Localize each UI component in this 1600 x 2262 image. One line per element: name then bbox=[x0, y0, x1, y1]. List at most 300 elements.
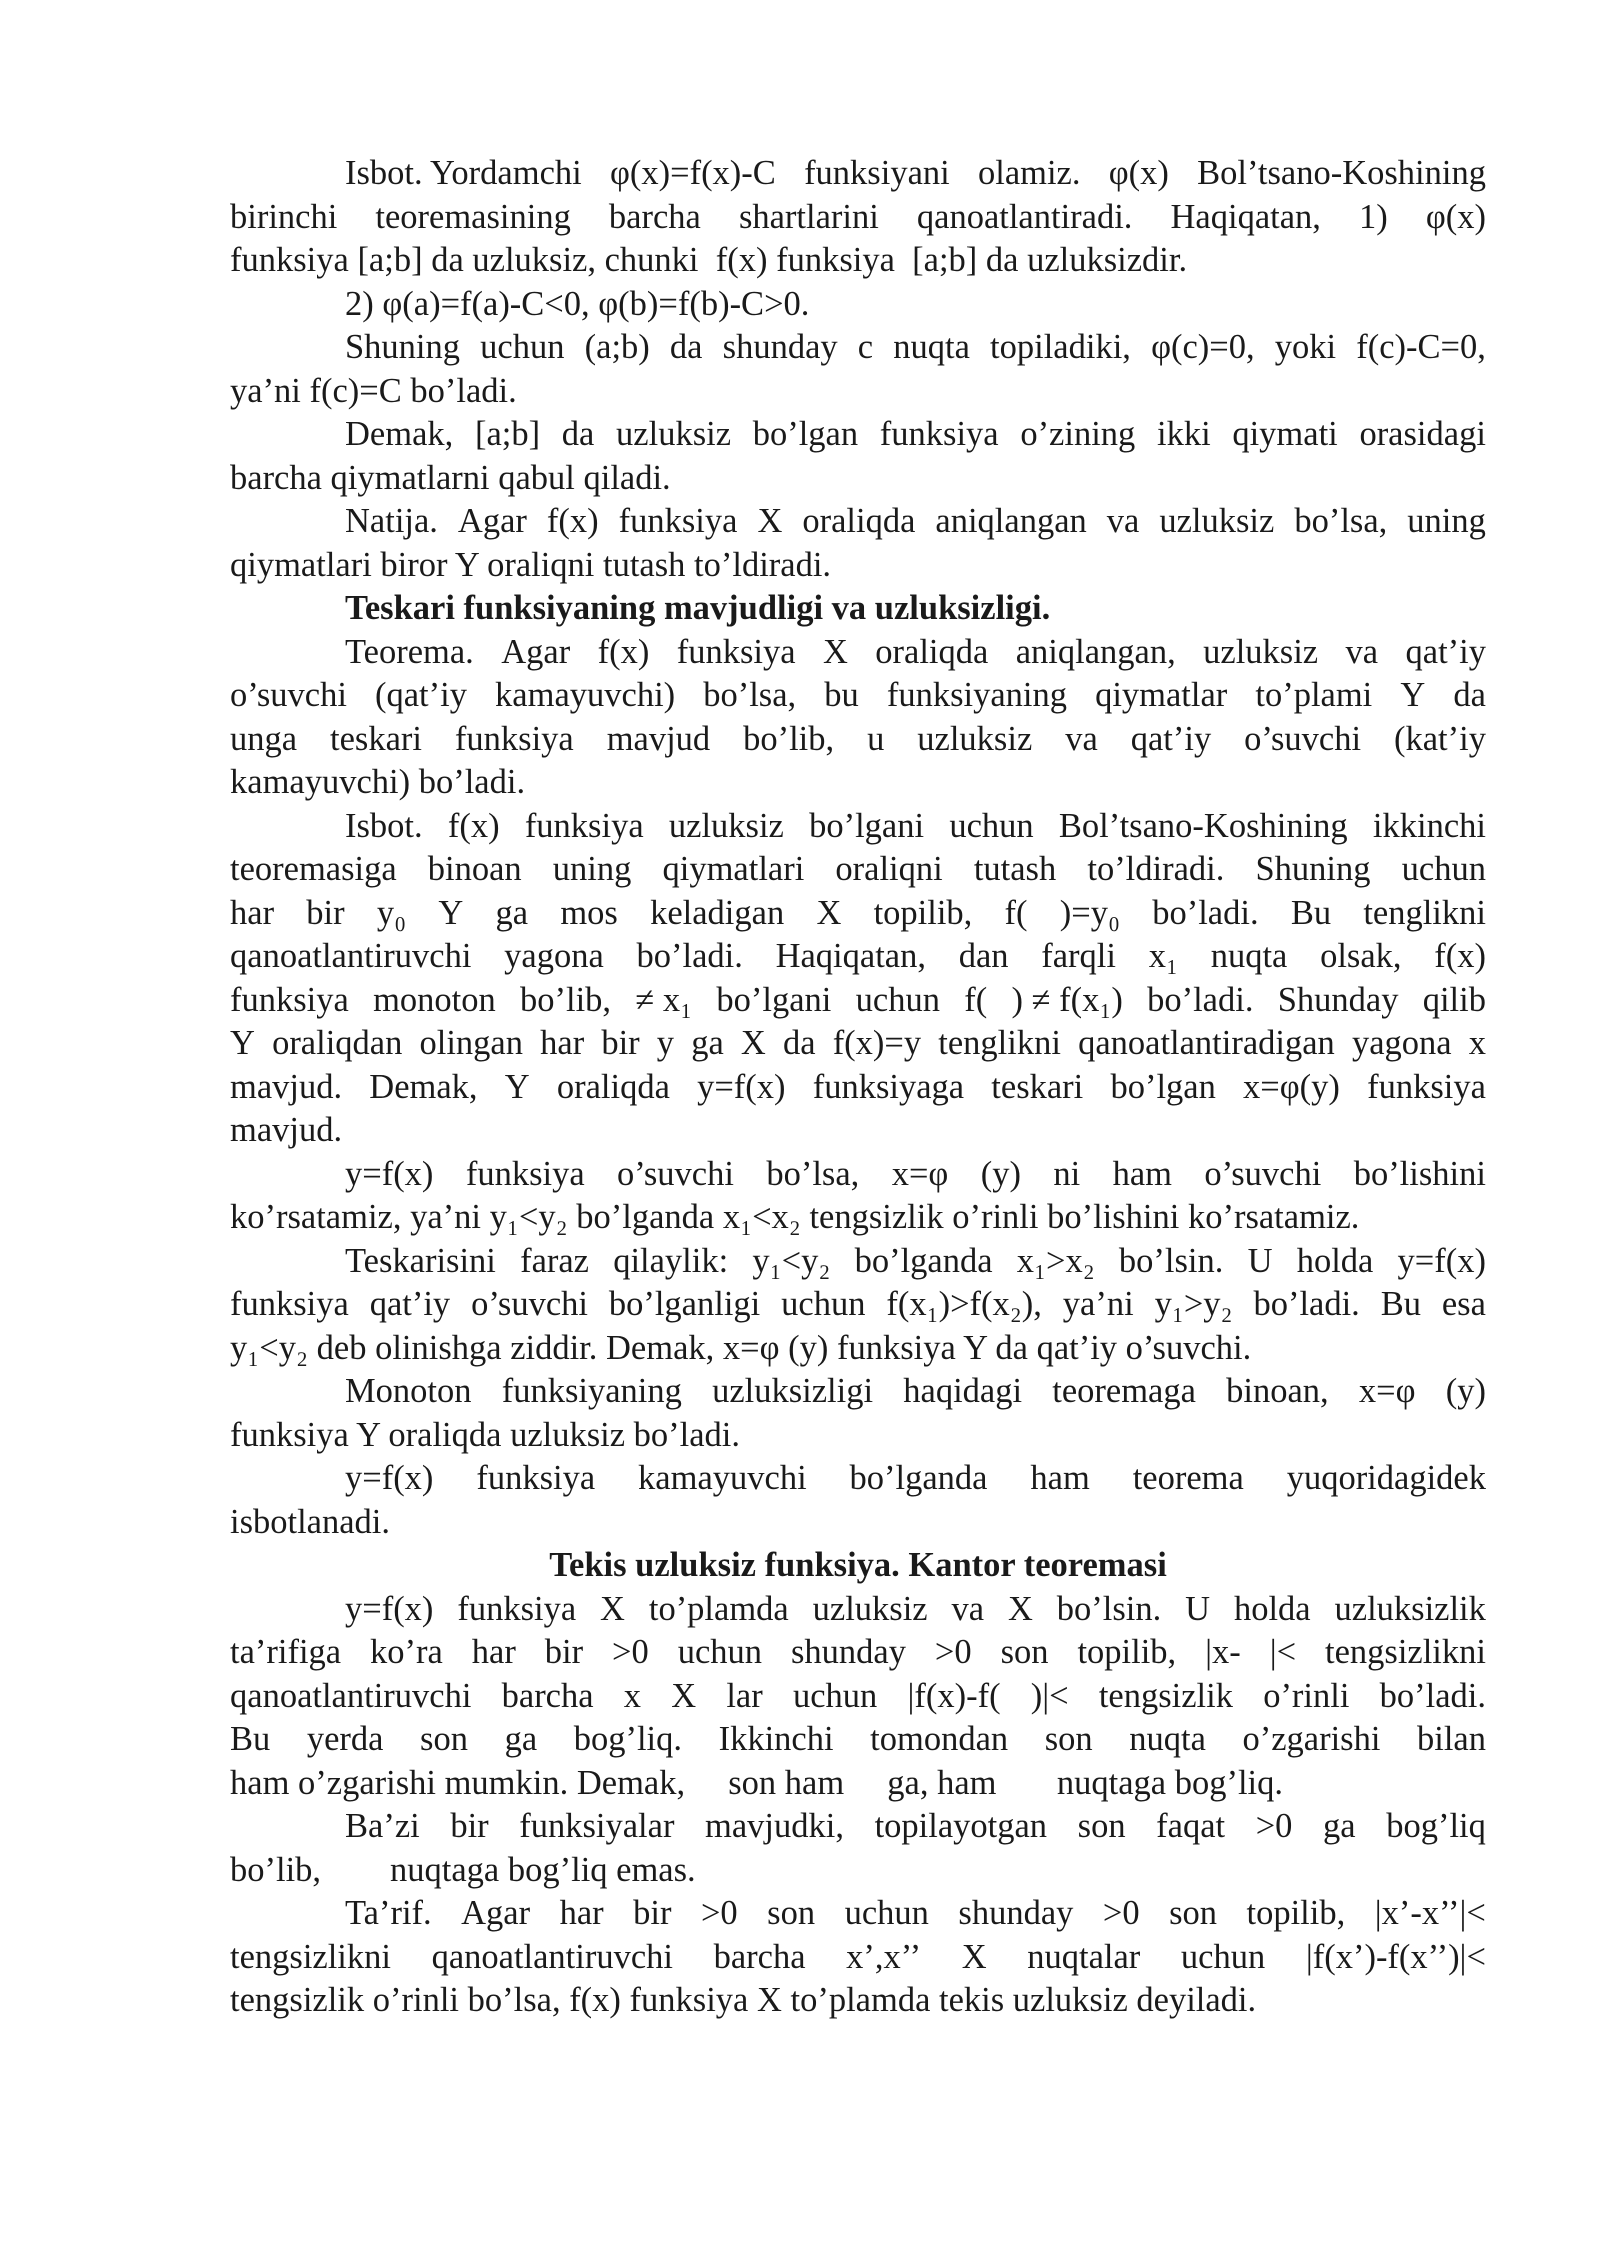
word: har bbox=[559, 1894, 604, 1932]
word: nuqta bbox=[1129, 1720, 1206, 1758]
word: bo’lsa, bbox=[1294, 502, 1388, 540]
word: haqidagi bbox=[903, 1372, 1023, 1410]
word: o’zining bbox=[1020, 415, 1136, 453]
word: topilayotgan bbox=[874, 1807, 1048, 1845]
word: φ(c)=0, bbox=[1151, 328, 1255, 366]
word: Bu bbox=[1380, 1285, 1421, 1323]
word: topilib, bbox=[1077, 1633, 1177, 1671]
text-line bbox=[230, 1805, 1486, 1849]
text-line bbox=[230, 457, 1486, 501]
word: monoton bbox=[373, 980, 496, 1019]
text-line bbox=[230, 761, 1486, 805]
word: x=φ(y) bbox=[1243, 1067, 1340, 1106]
word: X bbox=[671, 1676, 697, 1715]
word: yuqoridagidek bbox=[1286, 1459, 1486, 1497]
word: keladigan bbox=[650, 893, 785, 932]
word: unga bbox=[230, 719, 298, 758]
word: bo’lgani bbox=[809, 806, 925, 845]
text-line bbox=[230, 1066, 1486, 1110]
line-text: mavjud. bbox=[230, 1111, 343, 1149]
word: tenglikni bbox=[938, 1024, 1061, 1062]
word: |x’-x’’|< bbox=[1374, 1894, 1486, 1932]
word: topilib, bbox=[1246, 1894, 1346, 1932]
word: Shuning bbox=[1255, 850, 1371, 888]
line-text: Teskari funksiyaning mavjudligi va uzluksizligi. bbox=[345, 589, 1051, 627]
word: uzluksiz bbox=[917, 719, 1033, 758]
word: bir bbox=[450, 1807, 489, 1845]
word: f(x) bbox=[597, 632, 650, 671]
word: bo’lganligi bbox=[608, 1285, 761, 1323]
word: uchun bbox=[677, 1633, 763, 1671]
word: Isbot. bbox=[345, 806, 423, 845]
word: mos bbox=[560, 893, 618, 932]
word: faraz bbox=[520, 1241, 589, 1280]
word: uzluksiz bbox=[1203, 632, 1319, 671]
line-text: kamayuvchi) bo’ladi. bbox=[230, 763, 526, 801]
word: binoan, bbox=[1226, 1372, 1329, 1410]
word: yoki bbox=[1274, 328, 1337, 366]
word: ham bbox=[1030, 1459, 1090, 1497]
word: bo’lsa, bbox=[766, 1154, 860, 1193]
word: holda bbox=[1233, 1589, 1311, 1628]
word: to’ldiradi. bbox=[1087, 850, 1225, 888]
word: lar bbox=[726, 1676, 763, 1715]
word: Shuning bbox=[345, 328, 461, 366]
word: Y bbox=[504, 1067, 530, 1106]
word: Ikkinchi bbox=[718, 1720, 834, 1758]
text-line bbox=[230, 1979, 1486, 2023]
word: )=y₀ bbox=[1059, 893, 1120, 932]
word: x’,x’’ bbox=[846, 1937, 922, 1976]
word: )|< bbox=[1030, 1676, 1069, 1715]
word: qilib bbox=[1422, 980, 1486, 1019]
word: c bbox=[857, 328, 874, 366]
text-line bbox=[230, 1501, 1486, 1545]
word: uzluksiz bbox=[616, 415, 732, 453]
line-text: funksiya [a;b] da uzluksiz, chunki f(x) funksiya [a;b] da uzluksizdir. bbox=[230, 241, 1188, 279]
word: bo’lganda bbox=[849, 1459, 988, 1497]
word: bo’ladi. bbox=[1379, 1676, 1486, 1715]
word: Y bbox=[1400, 676, 1426, 714]
word: oraliqdan bbox=[272, 1024, 403, 1062]
word: funksiya bbox=[476, 1459, 596, 1497]
word: o’zgarishi bbox=[1242, 1720, 1381, 1758]
word: bir bbox=[306, 893, 345, 932]
word: Bu bbox=[1290, 893, 1332, 932]
word: da bbox=[669, 328, 703, 366]
word: f( bbox=[964, 980, 988, 1019]
text-line bbox=[230, 979, 1486, 1023]
word: teoremaga bbox=[1052, 1372, 1196, 1410]
word: bo’lsin. bbox=[1056, 1589, 1162, 1628]
word: topiladiki, bbox=[990, 328, 1131, 366]
text-line bbox=[230, 544, 1486, 588]
word: u bbox=[867, 719, 885, 758]
word: tutash bbox=[973, 850, 1057, 888]
word: orasidagi bbox=[1359, 415, 1486, 453]
word: uchun bbox=[781, 1285, 866, 1323]
word: nuqta bbox=[1210, 937, 1288, 975]
word: uchun bbox=[792, 1676, 878, 1715]
word: Ba’zi bbox=[345, 1807, 420, 1845]
word: |f(x)-f( bbox=[907, 1676, 1001, 1715]
word: oraliqda bbox=[556, 1067, 670, 1106]
line-text: Tekis uzluksiz funksiya. Kantor teoremasi bbox=[549, 1546, 1167, 1584]
word: f(x) bbox=[1434, 937, 1486, 975]
text-line bbox=[230, 674, 1486, 718]
word: bo’lganda bbox=[854, 1241, 993, 1280]
word: Isbot. Yordamchi bbox=[345, 154, 582, 192]
word: Agar bbox=[501, 632, 571, 671]
word: oraliqda bbox=[875, 632, 989, 671]
word: Agar bbox=[457, 502, 527, 540]
text-line bbox=[230, 1240, 1486, 1284]
word: X bbox=[1007, 1589, 1033, 1628]
word: funksiya bbox=[230, 1285, 349, 1323]
text-line bbox=[230, 1370, 1486, 1414]
word: X bbox=[757, 502, 783, 540]
word: qiymatlar bbox=[1095, 676, 1228, 714]
word: Bol’tsano-Koshining bbox=[1197, 154, 1486, 192]
word: (qat’iy bbox=[375, 676, 467, 714]
text-line bbox=[230, 1109, 1486, 1153]
text-line bbox=[230, 370, 1486, 414]
word: bo’lsin. bbox=[1118, 1241, 1224, 1280]
word: [a;b] bbox=[474, 415, 541, 453]
word: |< bbox=[1269, 1633, 1297, 1671]
word: nuqta bbox=[893, 328, 970, 366]
word: mavjud. bbox=[230, 1067, 343, 1106]
word: qiymati bbox=[1232, 415, 1338, 453]
word: va bbox=[951, 1589, 985, 1628]
word: ga bbox=[1323, 1807, 1356, 1845]
word: farqli bbox=[1041, 937, 1116, 975]
word: faqat bbox=[1156, 1807, 1226, 1845]
word: qanoatlantiruvchi bbox=[230, 937, 472, 975]
word: tengsizlikni bbox=[230, 1937, 391, 1976]
text-line bbox=[230, 805, 1486, 849]
word: olsak, bbox=[1320, 937, 1402, 975]
word: oraliqni bbox=[835, 850, 943, 888]
word: har bbox=[540, 1024, 585, 1062]
word: bo’lib, bbox=[743, 719, 835, 758]
word: bu bbox=[824, 676, 859, 714]
word: dan bbox=[958, 937, 1009, 975]
word: x₁>x₂ bbox=[1016, 1241, 1095, 1280]
word: bir bbox=[601, 1024, 640, 1062]
word: topilib, bbox=[873, 893, 973, 932]
word: da bbox=[561, 415, 595, 453]
word: U bbox=[1185, 1589, 1211, 1628]
word: birinchi bbox=[230, 197, 338, 236]
word: bo’ladi. bbox=[1147, 980, 1254, 1019]
word: bog’liq bbox=[1386, 1807, 1486, 1845]
word: Bu bbox=[230, 1720, 271, 1758]
word: yerda bbox=[306, 1720, 384, 1758]
word: Haqiqatan, bbox=[775, 937, 926, 975]
word: (kat’iy bbox=[1394, 719, 1486, 758]
word: son bbox=[420, 1720, 468, 1758]
word: bir bbox=[544, 1633, 584, 1671]
word: ya’ni bbox=[1062, 1285, 1134, 1323]
word: X bbox=[600, 1589, 625, 1628]
word: Haqiqatan, bbox=[1170, 197, 1321, 236]
word: yagona bbox=[1351, 1024, 1452, 1062]
word: funksiyaning bbox=[886, 676, 1067, 714]
word: ham bbox=[1112, 1154, 1172, 1193]
line-text: funksiya Y oraliqda uzluksiz bo’ladi. bbox=[230, 1415, 741, 1454]
word: y=f(x) bbox=[345, 1459, 434, 1497]
word: Demak, bbox=[345, 415, 454, 453]
word: qanoatlantiradi. bbox=[916, 197, 1133, 236]
word: f(x) bbox=[546, 502, 599, 540]
word: uzluksiz bbox=[812, 1589, 928, 1628]
word: har bbox=[230, 893, 275, 932]
word: qiymatlari bbox=[662, 850, 805, 888]
word: nuqtalar bbox=[1027, 1937, 1141, 1976]
word: qanoatlantiruvchi bbox=[431, 1937, 673, 1976]
word: tomondan bbox=[870, 1720, 1009, 1758]
text-line bbox=[230, 1153, 1486, 1197]
word: bo’ladi. bbox=[1152, 893, 1259, 932]
word: bo’lgani bbox=[716, 980, 832, 1019]
word: Demak, bbox=[369, 1067, 478, 1106]
word: ikki bbox=[1156, 415, 1211, 453]
document-page bbox=[230, 152, 1486, 2023]
word: o’suvchi bbox=[1204, 1154, 1322, 1193]
word: y=f(x) bbox=[697, 1067, 786, 1106]
text-line bbox=[230, 848, 1486, 892]
word: Monoton bbox=[345, 1372, 472, 1410]
word: uchun bbox=[1180, 1937, 1266, 1976]
word: f(x) bbox=[447, 806, 500, 845]
word: uchun bbox=[949, 806, 1034, 845]
word: Bol’tsano-Koshining bbox=[1058, 806, 1348, 845]
word: >0 bbox=[934, 1633, 972, 1671]
line-text: 2) φ(a)=f(a)-C<0, φ(b)=f(b)-C>0. bbox=[345, 284, 810, 323]
word: ≠ x₁ bbox=[635, 980, 693, 1019]
word: y₁>y₂ bbox=[1154, 1285, 1233, 1323]
word: bo’ladi. bbox=[636, 937, 743, 975]
word: qat’iy bbox=[1130, 719, 1212, 758]
word: funksiyaga bbox=[812, 1067, 965, 1106]
word: bog’liq. bbox=[573, 1720, 683, 1758]
word: |x- bbox=[1205, 1633, 1241, 1671]
word: funksiya bbox=[879, 415, 999, 453]
word: ikkinchi bbox=[1372, 806, 1486, 845]
word: f(x₁)>f(x₂), bbox=[886, 1285, 1042, 1323]
text-line bbox=[230, 631, 1486, 675]
word: funksiya bbox=[618, 502, 738, 540]
word: X bbox=[822, 632, 848, 671]
word: da bbox=[782, 1024, 816, 1062]
word: son bbox=[1044, 1720, 1093, 1758]
text-line bbox=[230, 1936, 1486, 1980]
word: son bbox=[1000, 1633, 1049, 1671]
line-text: isbotlanadi. bbox=[230, 1502, 391, 1541]
word: >0 bbox=[1255, 1807, 1293, 1845]
word: har bbox=[471, 1633, 516, 1671]
word: funksiyalar bbox=[519, 1807, 675, 1845]
word: funksiya bbox=[454, 719, 574, 758]
word: o’suvchi bbox=[471, 1285, 588, 1323]
word: da bbox=[1453, 676, 1486, 714]
word: olingan bbox=[419, 1024, 523, 1062]
word: uzluksiz bbox=[1159, 502, 1275, 540]
word: y=f(x) bbox=[345, 1154, 434, 1193]
text-line bbox=[230, 1022, 1486, 1066]
word: qanoatlantiruvchi bbox=[230, 1676, 472, 1715]
word: o’suvchi bbox=[230, 676, 347, 714]
word: x bbox=[1468, 1024, 1486, 1062]
word: teorema bbox=[1132, 1459, 1244, 1497]
word: x₁ bbox=[1148, 937, 1178, 975]
word: Ta’rif. bbox=[345, 1894, 432, 1932]
word: x=φ bbox=[891, 1154, 949, 1193]
word: f( bbox=[1004, 893, 1028, 932]
word: qilaylik: bbox=[613, 1241, 729, 1280]
word: φ(x) bbox=[1425, 197, 1486, 236]
text-line bbox=[230, 1327, 1486, 1371]
word: shartlarini bbox=[738, 197, 879, 236]
word: kamayuvchi bbox=[638, 1459, 807, 1497]
word: uning bbox=[552, 850, 632, 888]
word: funksiyani bbox=[804, 154, 950, 192]
word: barcha bbox=[713, 1937, 806, 1976]
word: Y bbox=[230, 1024, 255, 1062]
word: y₀ bbox=[376, 893, 407, 932]
word: >0 bbox=[1102, 1894, 1140, 1932]
word: bo’lgan bbox=[752, 415, 859, 453]
word: ko’ra bbox=[370, 1633, 443, 1671]
text-line bbox=[230, 892, 1486, 936]
text-line bbox=[230, 413, 1486, 457]
word: U bbox=[1247, 1241, 1273, 1280]
line-text: qiymatlari biror Y oraliqni tutash to’ldiradi. bbox=[230, 545, 832, 584]
line-text: barcha qiymatlarni qabul qiladi. bbox=[230, 458, 671, 497]
word: (y) bbox=[1445, 1372, 1486, 1410]
word: teskari bbox=[991, 1067, 1084, 1106]
word: mavjudki, bbox=[705, 1807, 844, 1845]
section-heading bbox=[230, 587, 1486, 631]
word: to’plamda bbox=[648, 1589, 789, 1628]
word: φ(x) bbox=[1108, 154, 1169, 192]
text-line bbox=[230, 1631, 1486, 1675]
word: teskari bbox=[330, 719, 422, 758]
word: o’rinli bbox=[1263, 1676, 1350, 1715]
text-line bbox=[230, 1892, 1486, 1936]
section-heading bbox=[230, 1544, 1486, 1588]
word: son bbox=[1169, 1894, 1218, 1932]
line-text: tengsizlik o’rinli bo’lsa, f(x) funksiya X to’plamda tekis uzluksiz deyiladi. bbox=[230, 1981, 1257, 2019]
word: shunday bbox=[722, 328, 838, 366]
text-line bbox=[230, 1457, 1486, 1501]
word: Shunday bbox=[1277, 980, 1399, 1019]
word: olamiz. bbox=[977, 154, 1081, 192]
word: X bbox=[816, 893, 842, 932]
text-line bbox=[230, 283, 1486, 327]
word: aniqlangan, bbox=[1015, 632, 1176, 671]
word: teoremasiga bbox=[230, 850, 397, 888]
word: qat’iy bbox=[369, 1285, 451, 1323]
text-line bbox=[230, 152, 1486, 196]
word: son bbox=[1077, 1807, 1126, 1845]
word: bo’lib, bbox=[520, 980, 612, 1019]
word: va bbox=[1065, 719, 1098, 758]
word: >0 bbox=[700, 1894, 738, 1932]
word: tengsizlik bbox=[1098, 1676, 1233, 1715]
word: Natija. bbox=[345, 502, 438, 540]
word: f(c)-C=0, bbox=[1356, 328, 1486, 366]
word: to’plami bbox=[1255, 676, 1373, 714]
word: ga bbox=[691, 1024, 724, 1062]
word: Teskarisini bbox=[345, 1241, 496, 1280]
text-line bbox=[230, 326, 1486, 370]
text-line bbox=[230, 935, 1486, 979]
word: Agar bbox=[461, 1894, 531, 1932]
word: ga bbox=[504, 1720, 538, 1758]
word: bilan bbox=[1417, 1720, 1486, 1758]
word: va bbox=[1106, 502, 1140, 540]
line-text: bo’lib, nuqtaga bog’liq emas. bbox=[230, 1850, 696, 1889]
word: bo’lgan bbox=[1110, 1067, 1216, 1106]
word: uning bbox=[1407, 502, 1486, 540]
word: kamayuvchi) bbox=[495, 676, 676, 714]
word: mavjud bbox=[606, 719, 711, 758]
word: tenglikni bbox=[1363, 893, 1486, 932]
word: va bbox=[1345, 632, 1379, 671]
word: φ(x)=f(x)-C bbox=[609, 154, 776, 192]
word: uzluksiz bbox=[668, 806, 784, 845]
word: ) ≠ f(x₁) bbox=[1011, 980, 1123, 1019]
word: uzluksizligi bbox=[712, 1372, 874, 1410]
text-line bbox=[230, 500, 1486, 544]
word: shunday bbox=[790, 1633, 906, 1671]
word: teoremasining bbox=[375, 197, 571, 236]
word: uzluksizlik bbox=[1334, 1589, 1486, 1628]
word: funksiya bbox=[465, 1154, 585, 1193]
word: uchun bbox=[480, 328, 565, 366]
word: bir bbox=[633, 1894, 672, 1932]
word: bo’lishini bbox=[1353, 1154, 1486, 1193]
word: son bbox=[767, 1894, 816, 1932]
word: binoan bbox=[427, 850, 522, 888]
word: >0 bbox=[612, 1633, 649, 1671]
word: o’suvchi bbox=[1244, 719, 1362, 758]
word: aniqlangan bbox=[935, 502, 1087, 540]
word: barcha bbox=[501, 1676, 594, 1715]
word: ga bbox=[495, 893, 529, 932]
line-text: ya’ni f(c)=C bo’ladi. bbox=[230, 371, 517, 410]
text-line bbox=[230, 1588, 1486, 1632]
text-line bbox=[230, 1762, 1486, 1806]
word: x bbox=[623, 1676, 642, 1715]
text-line bbox=[230, 1414, 1486, 1458]
word: Y bbox=[438, 893, 464, 932]
word: uchun bbox=[855, 980, 940, 1019]
word: 1) bbox=[1359, 197, 1388, 236]
word: (a;b) bbox=[584, 328, 650, 366]
word: X bbox=[740, 1024, 766, 1062]
word: Teorema. bbox=[345, 632, 474, 671]
word: bo’ladi. bbox=[1253, 1285, 1360, 1323]
line-text: y₁<y₂ deb olinishga ziddir. Demak, x=φ (y) funksiya Y da qat’iy o’suvchi. bbox=[230, 1328, 1252, 1367]
word: X bbox=[961, 1937, 987, 1976]
word: x=φ bbox=[1358, 1372, 1416, 1410]
word: shunday bbox=[958, 1894, 1074, 1932]
word: ni bbox=[1053, 1154, 1081, 1193]
text-line bbox=[230, 718, 1486, 762]
